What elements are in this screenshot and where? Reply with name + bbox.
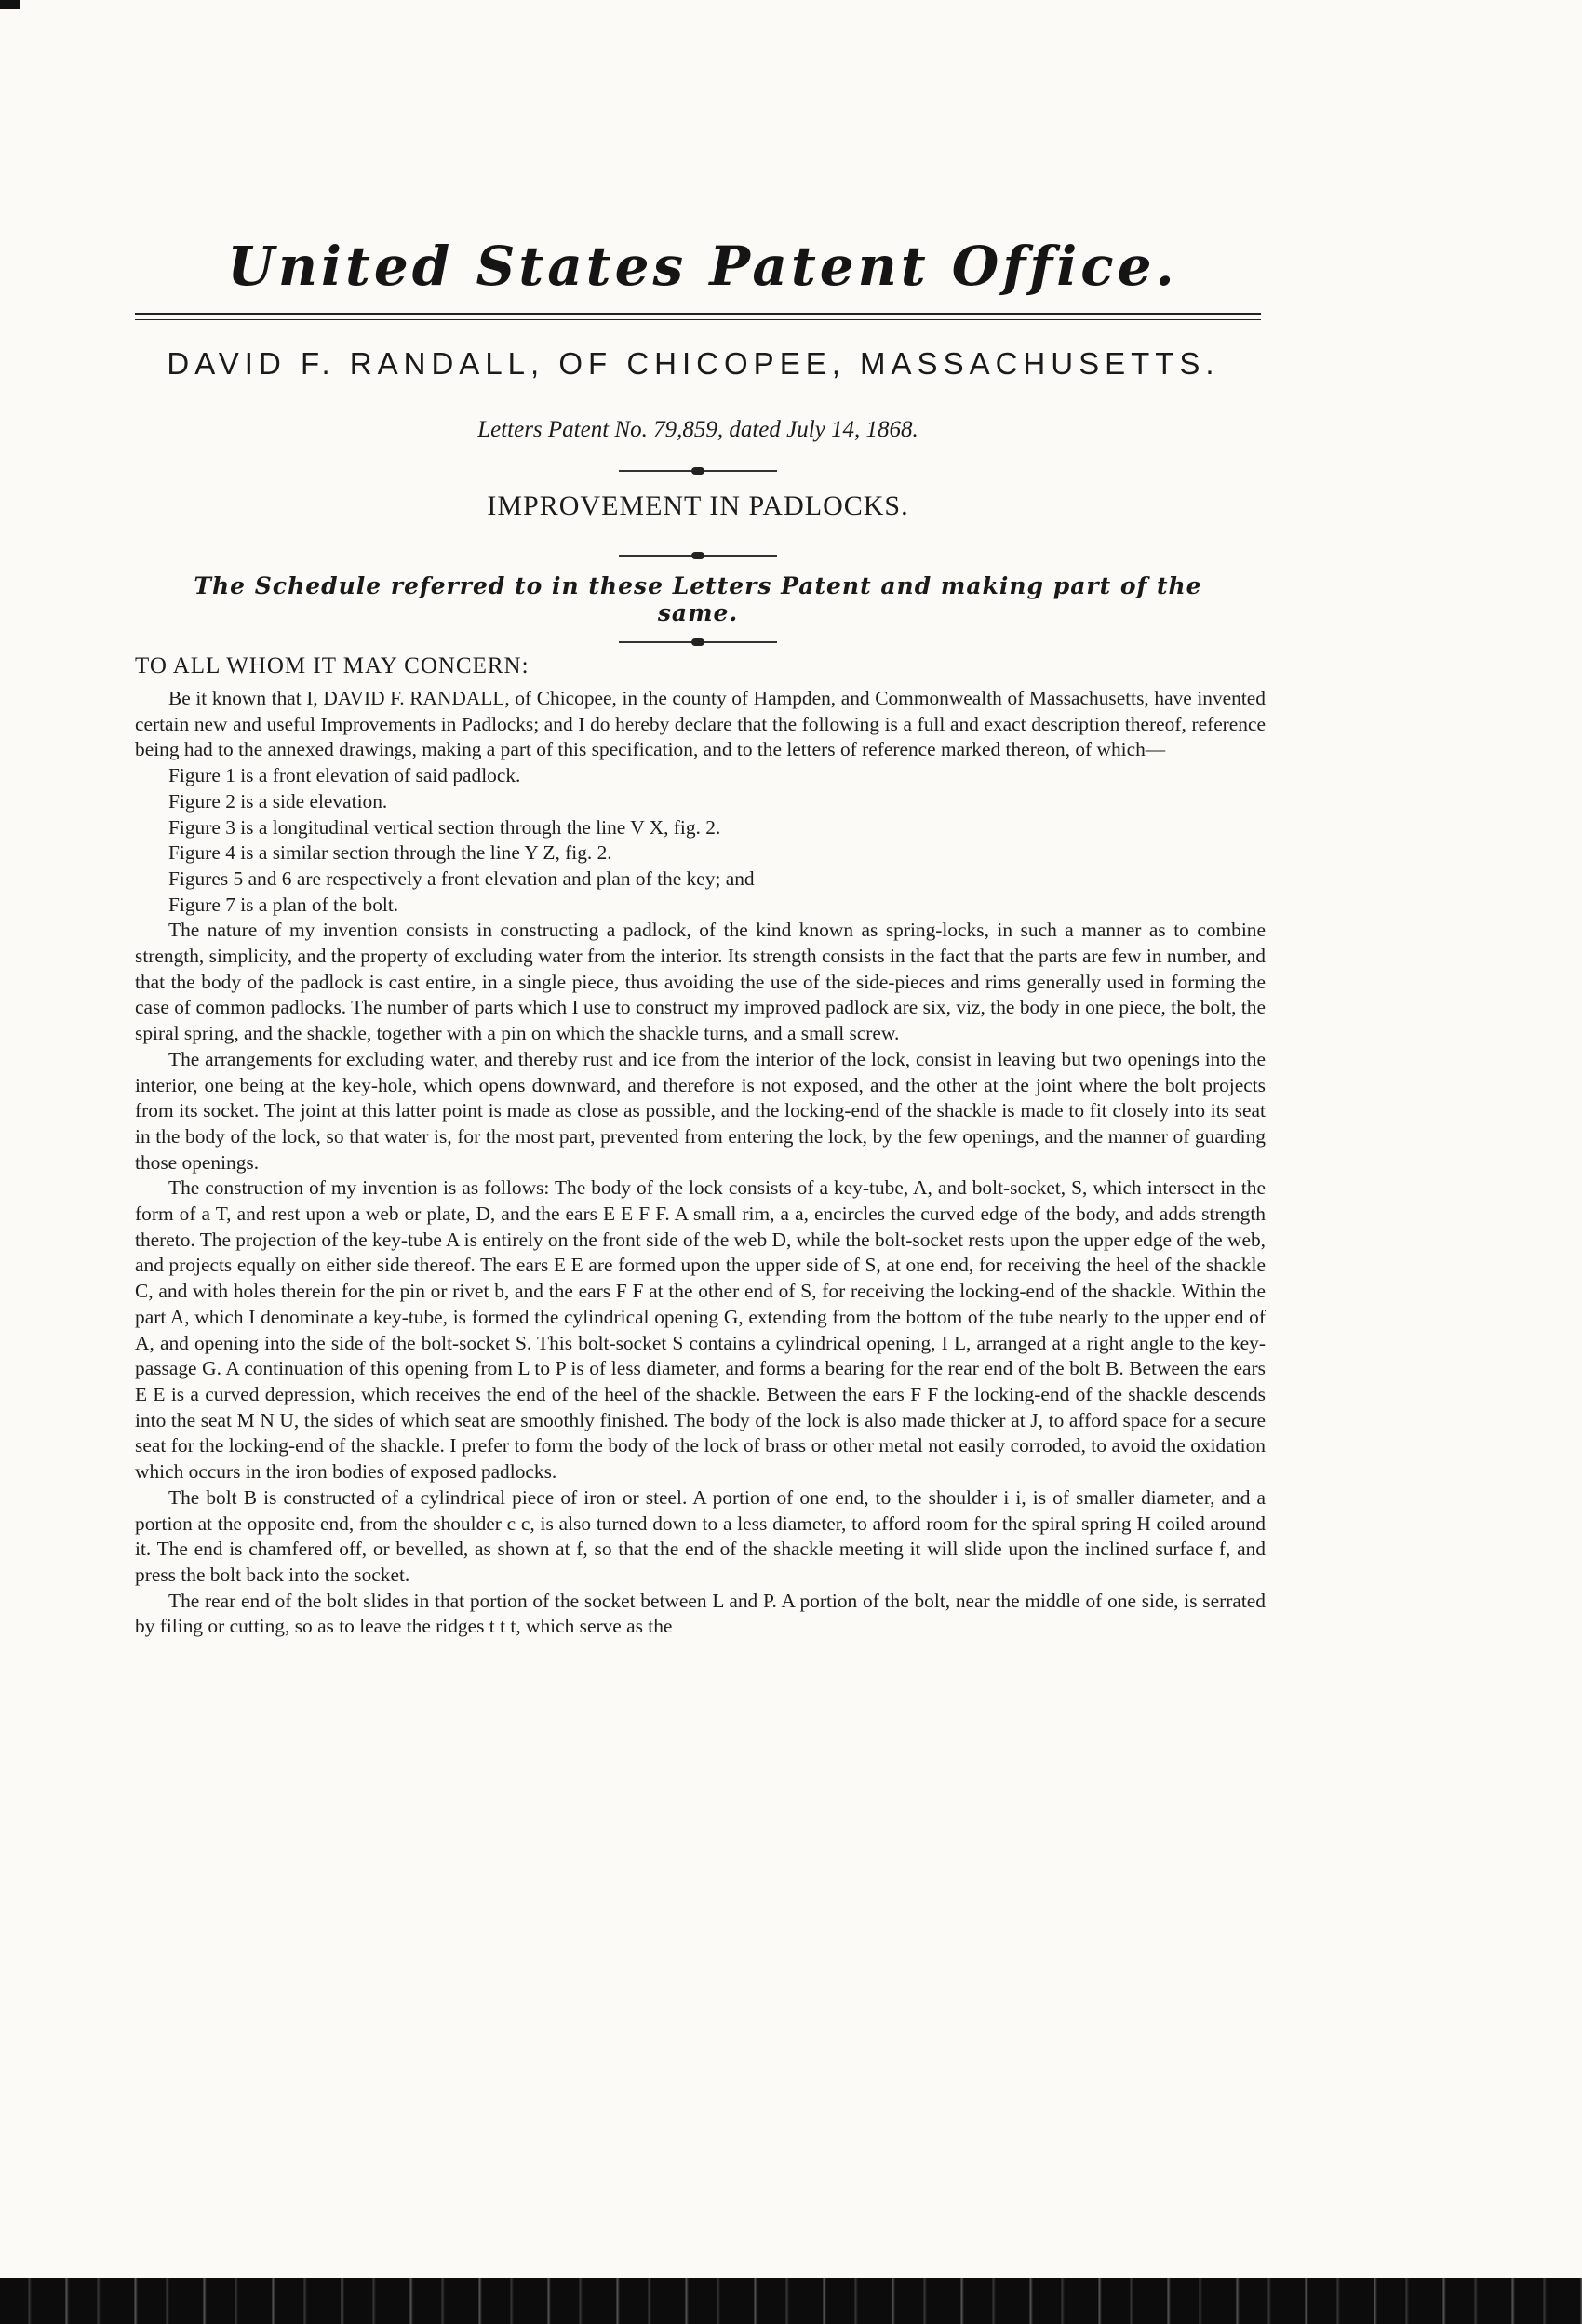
inventor-line: DAVID F. RANDALL, OF CHICOPEE, MASSACHUSETTS.	[167, 346, 1220, 381]
scan-corner-mark	[0, 0, 20, 9]
paragraph: The rear end of the bolt slides in that portion of the socket between L and P. A portion of the bolt, near the middle of one side, is serrated by filing or cutting, so as to leave the ridges t t t, which serve as the	[135, 1589, 1266, 1638]
header-rule-thin	[135, 319, 1261, 320]
schedule-line: The Schedule referred to in these Letters Patent and making part of the same.	[194, 572, 1202, 626]
scan-bottom-band	[0, 2278, 1582, 2324]
office-title: United States Patent Office.	[227, 235, 1178, 298]
figure-description: Figure 7 is a plan of the bolt.	[168, 893, 399, 916]
ornament-divider	[619, 555, 777, 557]
paragraph: Be it known that I, DAVID F. RANDALL, of Chicopee, in the county of Hampden, and Commonwealth of Massachusetts, have invented certain new and useful Improvements in Padlocks; and I do hereby declare that the following is a full and exact description thereof, reference being had to the annexed drawings, making a part of this specification, and to the letters of reference marked thereon, of which—	[135, 687, 1266, 761]
ornament-divider	[619, 641, 777, 643]
figure-description: Figure 4 is a similar section through the line Y Z, fig. 2.	[168, 841, 612, 865]
paragraph: The bolt B is constructed of a cylindrical piece of iron or steel. A portion of one end, to the shoulder i i, is of smaller diameter, and a portion at the opposite end, from the shoulder c c, is also turned down to a less diameter, to afford room for the spiral spring H coiled around it. The end is chamfered off, or bevelled, as shown at f, so that the end of the shackle meeting it will slide upon the inclined surface f, and press the bolt back into the socket.	[135, 1485, 1266, 1586]
patent-subject: IMPROVEMENT IN PADLOCKS.	[487, 490, 909, 521]
ornament-divider	[619, 470, 777, 472]
figure-description: Figure 1 is a front elevation of said padlock.	[168, 764, 521, 787]
salutation: TO ALL WHOM IT MAY CONCERN:	[135, 653, 530, 678]
figure-description: Figures 5 and 6 are respectively a front elevation and plan of the key; and	[168, 866, 755, 890]
letters-patent-line: Letters Patent No. 79,859, dated July 14, 1868.	[477, 417, 918, 442]
paragraph: The nature of my invention consists in constructing a padlock, of the kind known as spring-locks, in such a manner as to combine strength, simplicity, and the property of excluding water from the interior. Its strength consists in the fact that the parts are few in number, and that the body of the padlock is cast entire, in a single piece, thus avoiding the use of the side-pieces and rims generally used in forming the case of common padlocks. The number of parts which I use to construct my improved padlock are six, viz, the body in one piece, the bolt, the spiral spring, and the shackle, together with a pin on which the shackle turns, and a small screw.	[135, 919, 1266, 1045]
paragraph: The construction of my invention is as follows: The body of the lock consists of a key-tube, A, and bolt-socket, S, which intersect in the form of a T, and rest upon a web or plate, D, and the ears E E F F. A small rim, a a, encircles the curved edge of the body, and adds strength thereto. The projection of the key-tube A is entirely on the front side of the web D, while the bolt-socket rests upon the upper edge of the web, and projects equally on either side thereof. The ears E E are formed upon the upper side of S, at one end, for receiving the heel of the shackle C, and with holes therein for the pin or rivet b, and the ears F F at the other end of S, for receiving the locking-end of the shackle. Within the part A, which I denominate a key-tube, is formed the cylindrical opening G, extending from the bottom of the tube nearly to the upper end of A, and opening into the side of the bolt-socket S. This bolt-socket S contains a cylindrical opening, I L, arranged at a right angle to the key-passage G. A continuation of this opening from L to P is of less diameter, and forms a bearing for the rear end of the bolt B. Between the ears E E is a curved depression, which receives the end of the heel of the shackle. Between the ears F F the locking-end of the shackle descends into the seat M N U, the sides of which seat are smoothly finished. The body of the lock is also made thicker at J, to afford space for a secure seat for the locking-end of the shackle. I prefer to form the body of the lock of brass or other metal not easily corroded, to avoid the oxidation which occurs in the iron bodies of exposed padlocks.	[135, 1176, 1266, 1484]
paragraph: The arrangements for excluding water, and thereby rust and ice from the interior of the lock, consist in leaving but two openings into the interior, one being at the key-hole, which opens downward, and therefore is not exposed, and the other at the joint where the bolt projects from its socket. The joint at this latter point is made as close as possible, and the locking-end of the shackle is made to fit closely into its seat in the body of the lock, so that water is, for the most part, prevented from entering the lock, by the few openings, and the manner of guarding those openings.	[135, 1047, 1266, 1174]
specification-body	[135, 686, 1266, 1640]
header-rule-thick	[135, 313, 1261, 315]
figure-description: Figure 2 is a side elevation.	[168, 789, 388, 813]
figure-description: Figure 3 is a longitudinal vertical section through the line V X, fig. 2.	[168, 815, 721, 839]
